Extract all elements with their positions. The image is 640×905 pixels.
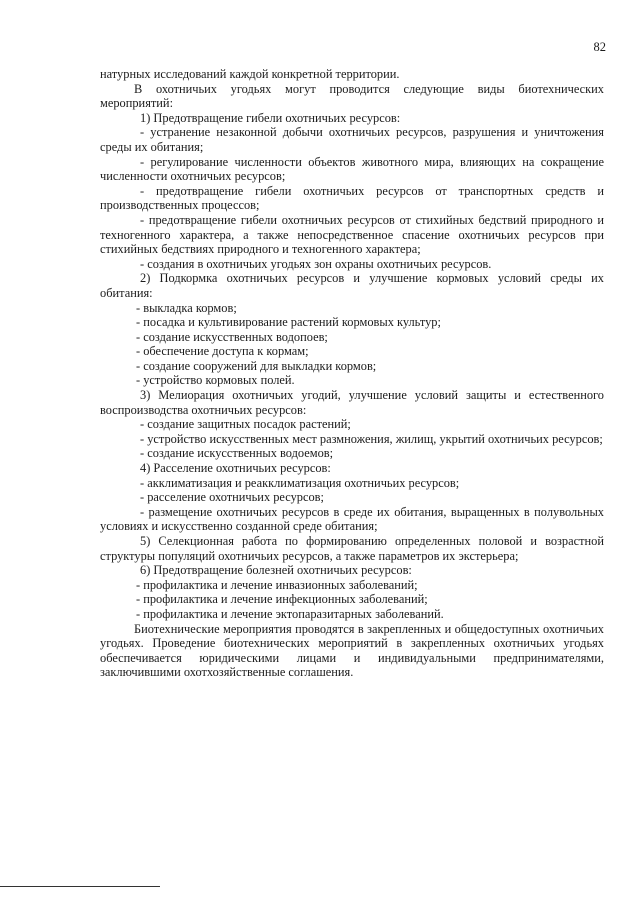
list-heading: 2) Подкормка охотничьих ресурсов и улучшение кормовых условий среды их обитания: [100,271,604,300]
paragraph: В охотничьих угодьях могут проводится следующие виды биотехнических мероприятий: [100,81,604,111]
list-item: - размещение охотничьих ресурсов в среде их обитания, выращенных в полувольных условиях и искусственно созданной среде обитания; [100,504,604,534]
list-heading: 6) Предотвращение болезней охотничьих ресурсов: [140,563,412,578]
list-item: - устройство искусственных мест размножения, жилищ, укрытий охотничьих ресурсов; [140,431,603,446]
list-item: - посадка и культивирование растений кормовых культур; [136,315,441,330]
document-body [100,67,604,680]
list-item: - обеспечение доступа к кормам; [136,344,309,359]
list-item: - устранение незаконной добычи охотничьих ресурсов, разрушения и уничтожения среды их обитания; [100,125,604,154]
footnote-divider [0,886,160,887]
list-item: - расселение охотничьих ресурсов; [140,490,324,505]
list-item: - создание искусственных водоемов; [140,446,334,461]
page-number: 82 [593,40,606,54]
list-heading: 5) Селекционная работа по формированию определенных половой и возрастной структуры популяций охотничьих ресурсов, а также параметров их экстерьера; [100,534,604,563]
list-item: - предотвращение гибели охотничьих ресурсов от транспортных средств и производственных процессов; [100,183,604,213]
list-item: - устройство кормовых полей. [136,373,295,388]
list-heading: 1) Предотвращение гибели охотничьих ресурсов: [140,110,401,125]
list-item: - создание сооружений для выкладки кормов; [136,358,377,373]
list-item: - акклиматизация и реакклиматизация охотничьих ресурсов; [140,475,460,490]
list-heading: 4) Расселение охотничьих ресурсов: [140,461,331,476]
paragraph: натурных исследований каждой конкретной территории. [100,67,400,81]
list-item: - регулирование численности объектов животного мира, влияющих на сокращение численности охотничьих ресурсов; [100,154,604,184]
list-item: - создания в охотничьих угодьях зон охраны охотничьих ресурсов. [140,256,492,271]
list-item: - выкладка кормов; [136,300,237,315]
list-item: - создание искусственных водопоев; [136,329,328,344]
paragraph: Биотехнические мероприятия проводятся в закрепленных и общедоступных охотничьих угодьях. Проведение биотехнических мероприятий в закрепленных охотничьих угодьях обеспечивается юридическими лицами и индивидуальными предпринимателями, заключившими охотхозяйственные соглашения. [100,621,604,680]
list-item: - профилактика и лечение инфекционных заболеваний; [136,592,428,607]
list-item: - профилактика и лечение эктопаразитарных заболеваний. [136,606,444,621]
list-item: - профилактика и лечение инвазионных заболеваний; [136,577,418,592]
list-item: - создание защитных посадок растений; [140,417,351,432]
list-item: - предотвращение гибели охотничьих ресурсов от стихийных бедствий природного и техногенного характера, а также непосредственное спасение охотничьих ресурсов при стихийных бедствиях природного и техногенного характера; [100,212,604,257]
list-heading: 3) Мелиорация охотничьих угодий, улучшение условий защиты и естественного воспроизводства охотничьих ресурсов: [100,388,604,417]
